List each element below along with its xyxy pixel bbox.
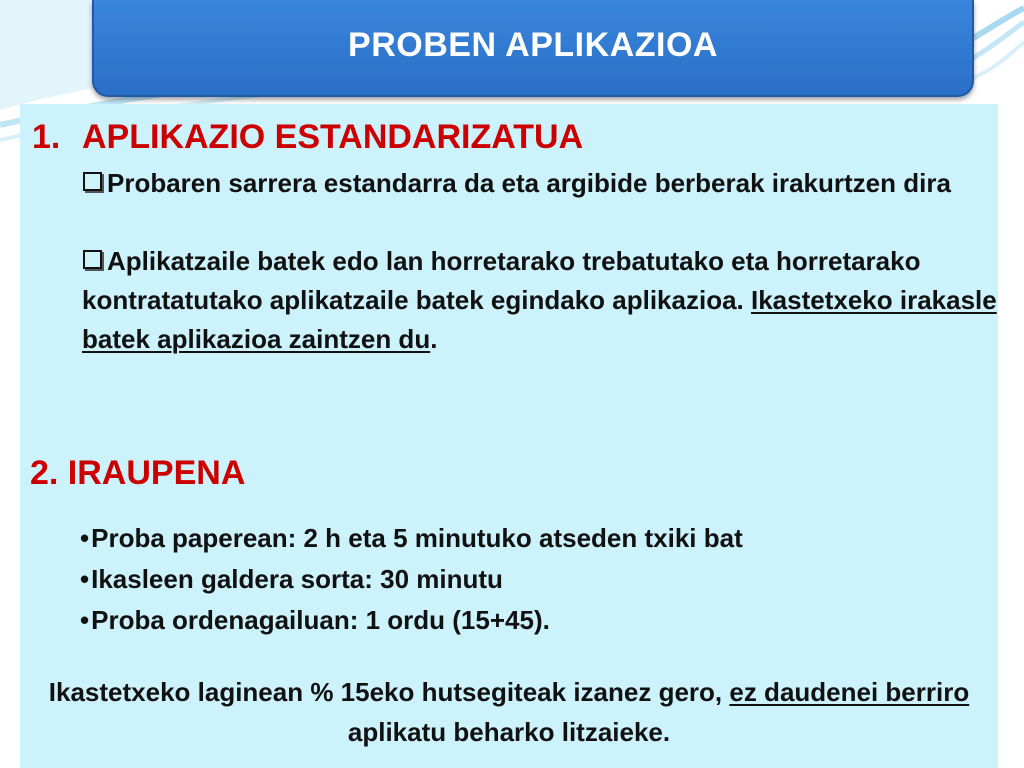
bullet-dot-icon: • bbox=[80, 564, 90, 594]
footer-note bbox=[30, 672, 988, 752]
section1-item1 bbox=[82, 164, 997, 203]
list-item-text: Ikasleen galdera sorta: 30 minutu bbox=[91, 564, 503, 594]
section1-item2-end: . bbox=[430, 324, 438, 354]
section1-number: 1. bbox=[32, 118, 61, 156]
footer-underlined: ez daudenei berriro bbox=[729, 677, 970, 707]
section1-item2-text: Aplikatzaile batek edo lan horretarako trebatutako eta horretarako kontratatutako aplikatzaile batek egindako aplikazioa. bbox=[82, 246, 921, 315]
title-banner bbox=[92, 0, 974, 97]
checkbox-bullet-icon bbox=[83, 250, 102, 269]
bullet-dot-icon: • bbox=[80, 523, 90, 553]
section1-item1-text: Probaren sarrera estandarra da eta argibide berberak irakurtzen dira bbox=[107, 168, 951, 198]
checkbox-bullet-icon bbox=[83, 172, 102, 191]
section1-item2-underlined: Ikastetxeko irakasle batek aplikazioa zaintzen du bbox=[82, 285, 997, 354]
list-item bbox=[80, 559, 743, 600]
duration-list bbox=[80, 518, 743, 641]
list-item bbox=[80, 518, 743, 559]
slide-title: PROBEN APLIKAZIOA bbox=[348, 26, 718, 64]
list-item bbox=[80, 600, 743, 641]
footer-text-end: aplikatu beharko litzaieke. bbox=[347, 717, 671, 747]
footer-text: Ikastetxeko laginean % 15eko hutsegiteak izanez gero, bbox=[48, 677, 730, 707]
content-panel bbox=[20, 104, 998, 768]
section1-item2 bbox=[82, 242, 997, 359]
section1-heading: APLIKAZIO ESTANDARIZATUA bbox=[82, 118, 584, 156]
bullet-dot-icon: • bbox=[80, 605, 90, 635]
section2-heading: 2. IRAUPENA bbox=[30, 454, 246, 492]
list-item-text: Proba ordenagailuan: 1 ordu (15+45). bbox=[91, 605, 550, 635]
list-item-text: Proba paperean: 2 h eta 5 minutuko atseden txiki bat bbox=[91, 523, 743, 553]
